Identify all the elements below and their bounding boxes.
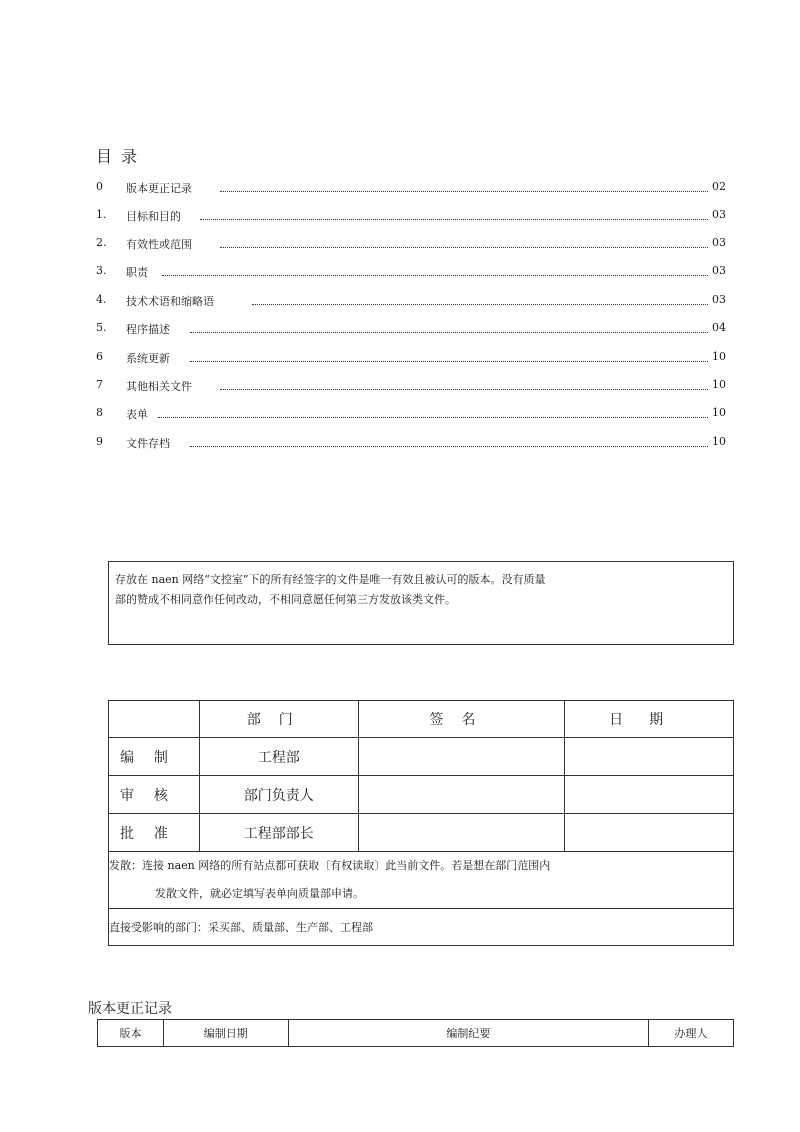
toc-leader-dots [220, 247, 708, 248]
revision-table [97, 1019, 734, 1047]
header-date: 日期 [565, 701, 734, 738]
toc-item-number: 0 [96, 180, 103, 193]
toc-item-page: 10 [712, 378, 726, 391]
notice-line: 部的赞成不相同意作任何改动，不相同意愿任何第三方发放该类文件。 [115, 593, 456, 606]
toc-item[interactable] [96, 406, 726, 422]
date-field[interactable] [565, 738, 734, 776]
toc-item-number: 6 [96, 350, 103, 363]
signoff-row [109, 738, 734, 776]
header-dept: 部门 [199, 701, 358, 738]
toc-item-page: 10 [712, 350, 726, 363]
header-summary: 编制纪要 [288, 1020, 648, 1047]
toc-item-label: 技术术语和缩略语 [126, 295, 214, 308]
toc-item-number: 9 [96, 435, 103, 448]
header-blank [109, 701, 200, 738]
role-cell: 编制 [109, 738, 200, 776]
toc-item-label: 文件存档 [126, 437, 170, 450]
toc-item-label: 表单 [126, 408, 148, 421]
toc-item-label: 其他相关文件 [126, 380, 192, 393]
toc-leader-dots [190, 446, 708, 447]
toc-item[interactable] [96, 180, 726, 196]
toc-leader-dots [162, 275, 708, 276]
toc-item-page: 10 [712, 406, 726, 419]
toc-item[interactable] [96, 236, 726, 252]
signoff-header-row [109, 701, 734, 738]
revision-header-row [98, 1020, 734, 1047]
signoff-table [108, 700, 734, 946]
toc-item-label: 目标和目的 [126, 210, 181, 223]
toc-item[interactable] [96, 350, 726, 366]
header-edit-date: 编制日期 [163, 1020, 288, 1047]
toc-item-number: 8 [96, 406, 103, 419]
header-version: 版本 [98, 1020, 164, 1047]
signoff-row [109, 814, 734, 852]
toc-item[interactable] [96, 435, 726, 451]
role-cell: 审核 [109, 776, 200, 814]
toc-item-page: 10 [712, 435, 726, 448]
toc-item-page: 03 [712, 264, 726, 277]
toc-item-number: 2. [96, 236, 107, 249]
toc-item-page: 03 [712, 208, 726, 221]
toc-item-page: 03 [712, 236, 726, 249]
toc-leader-dots [200, 219, 708, 220]
toc-item-label: 系统更新 [126, 352, 170, 365]
toc-leader-dots [220, 191, 708, 192]
toc-item-number: 5. [96, 321, 107, 334]
date-field[interactable] [565, 814, 734, 852]
revision-title: 版本更正记录 [88, 1001, 172, 1017]
header-sign: 签名 [358, 701, 565, 738]
toc-item-number: 4. [96, 293, 107, 306]
dept-cell: 部门负责人 [199, 776, 358, 814]
signoff-row [109, 776, 734, 814]
toc-item-label: 版本更正记录 [126, 182, 192, 195]
toc-item[interactable] [96, 208, 726, 224]
affected-row [109, 909, 734, 946]
notice-line: 存放在 naen 网络“文控室”下的所有经签字的文件是唯一有效且被认可的版本。没有质量 [115, 573, 546, 586]
toc-item-label: 有效性或范围 [126, 238, 192, 251]
signature-field[interactable] [358, 776, 565, 814]
signature-field[interactable] [358, 814, 565, 852]
role-cell: 批准 [109, 814, 200, 852]
toc-leader-dots [220, 389, 708, 390]
toc-item[interactable] [96, 264, 726, 280]
toc-item[interactable] [96, 378, 726, 394]
date-field[interactable] [565, 776, 734, 814]
distribution-line: 发散：连接 naen 网络的所有站点都可获取〔有权读取〕此当前文件。若是想在部门范围内 [109, 859, 551, 872]
toc-item[interactable] [96, 321, 726, 337]
toc-item-label: 职责 [126, 266, 148, 279]
toc-item-page: 04 [712, 321, 726, 334]
toc-item-number: 7 [96, 378, 103, 391]
dept-cell: 工程部 [199, 738, 358, 776]
dept-cell: 工程部部长 [199, 814, 358, 852]
toc-item-number: 1. [96, 208, 107, 221]
toc-item-number: 3. [96, 264, 107, 277]
toc-item-page: 03 [712, 293, 726, 306]
toc-leader-dots [158, 417, 708, 418]
validity-notice [108, 561, 734, 645]
affected-departments: 直接受影响的部门：采买部、质量部、生产部、工程部 [109, 909, 734, 946]
toc-item-label: 程序描述 [126, 323, 170, 336]
signature-field[interactable] [358, 738, 565, 776]
toc-item[interactable] [96, 293, 726, 309]
toc-leader-dots [190, 332, 708, 333]
distribution-line: 发散文件，就必定填写表单向质量部申请。 [155, 887, 364, 900]
toc-title: 目 录 [96, 147, 140, 166]
toc-leader-dots [252, 304, 708, 305]
distribution-cell [109, 852, 734, 909]
toc-item-page: 02 [712, 180, 726, 193]
header-handler: 办理人 [649, 1020, 734, 1047]
toc-leader-dots [190, 361, 708, 362]
distribution-row [109, 852, 734, 909]
